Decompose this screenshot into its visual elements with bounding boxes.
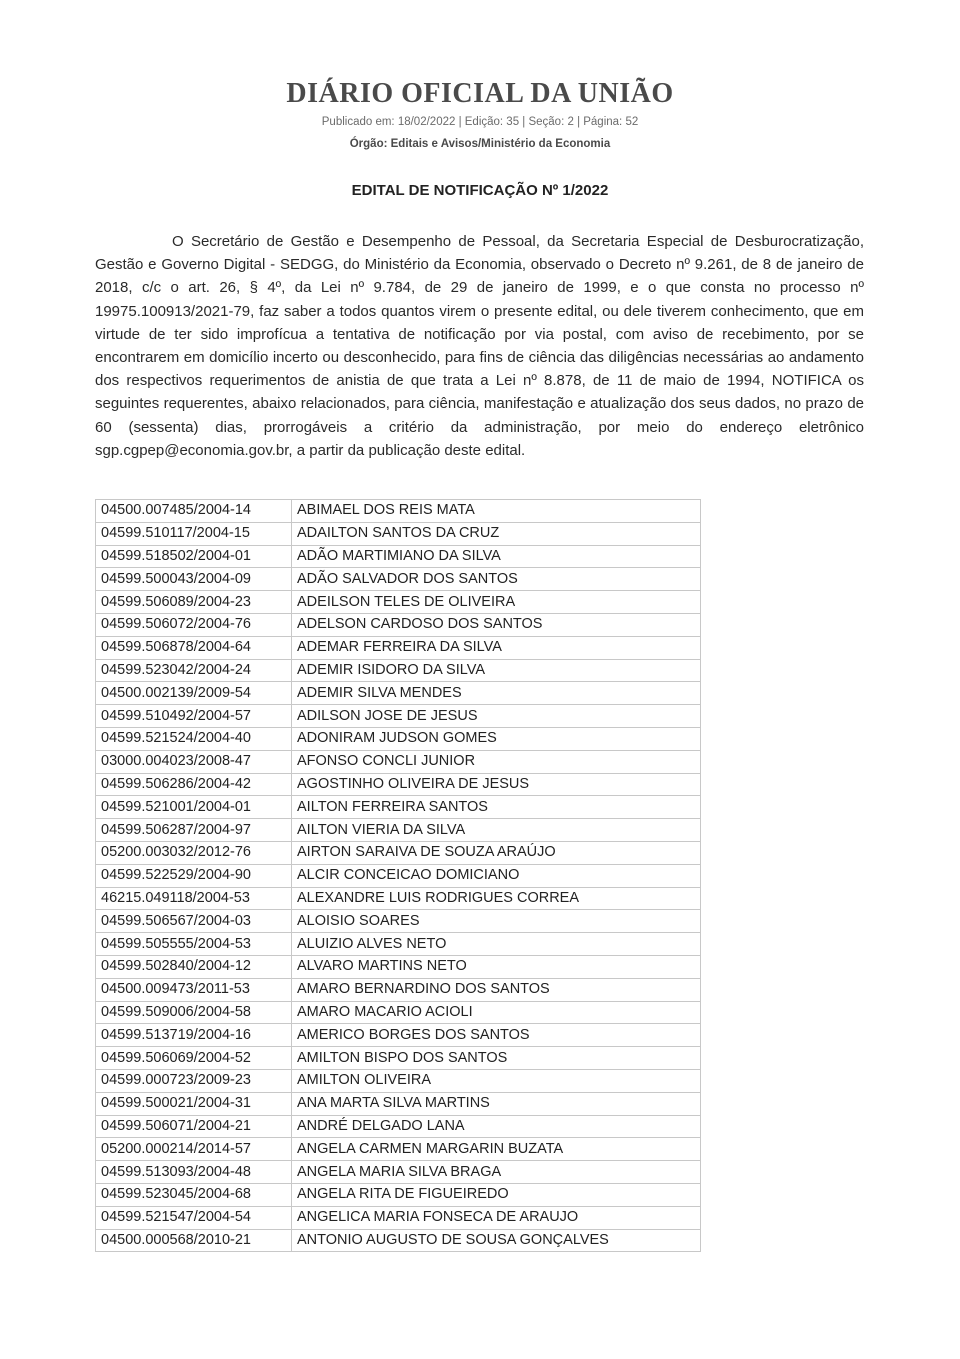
table-row [96, 1024, 701, 1047]
table-row [96, 978, 701, 1001]
process-number-cell: 04599.506069/2004-52 [96, 1047, 292, 1070]
requerente-name-cell: AMILTON BISPO DOS SANTOS [292, 1047, 701, 1070]
requerente-name-cell: ADEMAR FERREIRA DA SILVA [292, 636, 701, 659]
table-row [96, 1206, 701, 1229]
requerente-name-cell: ALOISIO SOARES [292, 910, 701, 933]
process-number-cell: 04599.510492/2004-57 [96, 705, 292, 728]
masthead-title: DIÁRIO OFICIAL DA UNIÃO [286, 78, 674, 109]
requerente-name-cell: ALUIZIO ALVES NETO [292, 933, 701, 956]
process-number-cell: 04599.505555/2004-53 [96, 933, 292, 956]
table-row [96, 1138, 701, 1161]
process-number-cell: 04599.518502/2004-01 [96, 545, 292, 568]
requerente-name-cell: AILTON VIERIA DA SILVA [292, 819, 701, 842]
table-row [96, 682, 701, 705]
process-number-cell: 04599.521001/2004-01 [96, 796, 292, 819]
edital-title: EDITAL DE NOTIFICAÇÃO Nº 1/2022 [351, 182, 609, 199]
requerente-name-cell: ADÃO SALVADOR DOS SANTOS [292, 568, 701, 591]
publication-info: Publicado em: 18/02/2022 | Edição: 35 | Seção: 2 | Página: 52 [321, 116, 639, 128]
table-row [96, 705, 701, 728]
process-number-cell: 04599.500021/2004-31 [96, 1092, 292, 1115]
process-number-cell: 04599.506071/2004-21 [96, 1115, 292, 1138]
requerentes-table-body [96, 500, 701, 1252]
requerente-name-cell: ADONIRAM JUDSON GOMES [292, 727, 701, 750]
table-row [96, 1229, 701, 1252]
table-row [96, 910, 701, 933]
table-row [96, 613, 701, 636]
process-number-cell: 04500.002139/2009-54 [96, 682, 292, 705]
table-row [96, 1115, 701, 1138]
table-row [96, 887, 701, 910]
requerente-name-cell: ADAILTON SANTOS DA CRUZ [292, 522, 701, 545]
process-number-cell: 04500.009473/2011-53 [96, 978, 292, 1001]
process-number-cell: 04599.523045/2004-68 [96, 1183, 292, 1206]
orgao-line: Órgão: Editais e Avisos/Ministério da Economia [349, 138, 611, 150]
process-number-cell: 04500.000568/2010-21 [96, 1229, 292, 1252]
process-number-cell: 04599.509006/2004-58 [96, 1001, 292, 1024]
process-number-cell: 04599.513093/2004-48 [96, 1161, 292, 1184]
requerente-name-cell: ANGELA RITA DE FIGUEIREDO [292, 1183, 701, 1206]
table-row [96, 819, 701, 842]
table-row [96, 841, 701, 864]
requerente-name-cell: ALCIR CONCEICAO DOMICIANO [292, 864, 701, 887]
process-number-cell: 04599.506287/2004-97 [96, 819, 292, 842]
requerente-name-cell: ADEILSON TELES DE OLIVEIRA [292, 591, 701, 614]
process-number-cell: 04599.506567/2004-03 [96, 910, 292, 933]
table-row [96, 545, 701, 568]
requerente-name-cell: AFONSO CONCLI JUNIOR [292, 750, 701, 773]
process-number-cell: 04599.502840/2004-12 [96, 955, 292, 978]
requerente-name-cell: AIRTON SARAIVA DE SOUZA ARAÚJO [292, 841, 701, 864]
table-row [96, 1183, 701, 1206]
process-number-cell: 05200.003032/2012-76 [96, 841, 292, 864]
process-number-cell: 04599.523042/2004-24 [96, 659, 292, 682]
table-row [96, 659, 701, 682]
table-row [96, 500, 701, 523]
requerente-name-cell: AMILTON OLIVEIRA [292, 1069, 701, 1092]
requerente-name-cell: ABIMAEL DOS REIS MATA [292, 500, 701, 523]
requerente-name-cell: ALEXANDRE LUIS RODRIGUES CORREA [292, 887, 701, 910]
process-number-cell: 04599.506089/2004-23 [96, 591, 292, 614]
requerente-name-cell: ANGELICA MARIA FONSECA DE ARAUJO [292, 1206, 701, 1229]
requerente-name-cell: ADÃO MARTIMIANO DA SILVA [292, 545, 701, 568]
process-number-cell: 04599.521547/2004-54 [96, 1206, 292, 1229]
requerente-name-cell: ADEMIR SILVA MENDES [292, 682, 701, 705]
process-number-cell: 46215.049118/2004-53 [96, 887, 292, 910]
table-row [96, 522, 701, 545]
table-row [96, 750, 701, 773]
table-row [96, 636, 701, 659]
table-row [96, 864, 701, 887]
table-row [96, 933, 701, 956]
requerente-name-cell: AILTON FERREIRA SANTOS [292, 796, 701, 819]
requerente-name-cell: ANGELA MARIA SILVA BRAGA [292, 1161, 701, 1184]
requerente-name-cell: AGOSTINHO OLIVEIRA DE JESUS [292, 773, 701, 796]
process-number-cell: 04599.513719/2004-16 [96, 1024, 292, 1047]
table-row [96, 955, 701, 978]
table-row [96, 1047, 701, 1070]
process-number-cell: 05200.000214/2014-57 [96, 1138, 292, 1161]
process-number-cell: 04599.506286/2004-42 [96, 773, 292, 796]
table-row [96, 1092, 701, 1115]
requerente-name-cell: ALVARO MARTINS NETO [292, 955, 701, 978]
requerentes-table [95, 499, 701, 1252]
requerente-name-cell: AMARO BERNARDINO DOS SANTOS [292, 978, 701, 1001]
requerente-name-cell: ADELSON CARDOSO DOS SANTOS [292, 613, 701, 636]
requerente-name-cell: AMERICO BORGES DOS SANTOS [292, 1024, 701, 1047]
requerente-name-cell: ADILSON JOSE DE JESUS [292, 705, 701, 728]
process-number-cell: 04599.506072/2004-76 [96, 613, 292, 636]
requerente-name-cell: ANGELA CARMEN MARGARIN BUZATA [292, 1138, 701, 1161]
process-number-cell: 04599.000723/2009-23 [96, 1069, 292, 1092]
requerente-name-cell: ANTONIO AUGUSTO DE SOUSA GONÇALVES [292, 1229, 701, 1252]
table-row [96, 727, 701, 750]
process-number-cell: 04599.522529/2004-90 [96, 864, 292, 887]
process-number-cell: 04599.521524/2004-40 [96, 727, 292, 750]
requerente-name-cell: ANDRÉ DELGADO LANA [292, 1115, 701, 1138]
requerente-name-cell: ADEMIR ISIDORO DA SILVA [292, 659, 701, 682]
table-row [96, 1001, 701, 1024]
table-row [96, 773, 701, 796]
table-row [96, 1161, 701, 1184]
process-number-cell: 04599.506878/2004-64 [96, 636, 292, 659]
process-number-cell: 03000.004023/2008-47 [96, 750, 292, 773]
table-row [96, 591, 701, 614]
process-number-cell: 04500.007485/2004-14 [96, 500, 292, 523]
process-number-cell: 04599.500043/2004-09 [96, 568, 292, 591]
process-number-cell: 04599.510117/2004-15 [96, 522, 292, 545]
table-row [96, 568, 701, 591]
table-row [96, 796, 701, 819]
edital-body: O Secretário de Gestão e Desempenho de Pessoal, da Secretaria Especial de Desburocratização, Gestão e Governo Digital - SEDGG, do Ministério da Economia, observado o Decreto nº 9.261, de 8 de janeiro de 2018, c/c o art. 26, § 4º, da Lei nº 9.784, de 29 de janeiro de 1999, e o que consta no processo nº 19975.100913/2021-79, faz saber a todos quantos virem o presente edital, ou dele tiverem conhecimento, que em virtude de ter sido improfícua a tentativa de notificação por via postal, com aviso de recebimento, por se encontrarem em domicílio incerto ou desconhecido, para fins de ciência das diligências necessárias ao andamento dos respectivos requerimentos de anistia de que trata a Lei nº 8.878, de 11 de maio de 1994, NOTIFICA os seguintes requerentes, abaixo relacionados, para ciência, manifestação e atualização dos seus dados, no prazo de 60 (sessenta) dias, prorrogáveis a critério da administração, por meio do endereço eletrônico sgp.cgpep@economia.gov.br, a partir da publicação deste edital. [95, 233, 864, 459]
requerente-name-cell: AMARO MACARIO ACIOLI [292, 1001, 701, 1024]
requerente-name-cell: ANA MARTA SILVA MARTINS [292, 1092, 701, 1115]
table-row [96, 1069, 701, 1092]
